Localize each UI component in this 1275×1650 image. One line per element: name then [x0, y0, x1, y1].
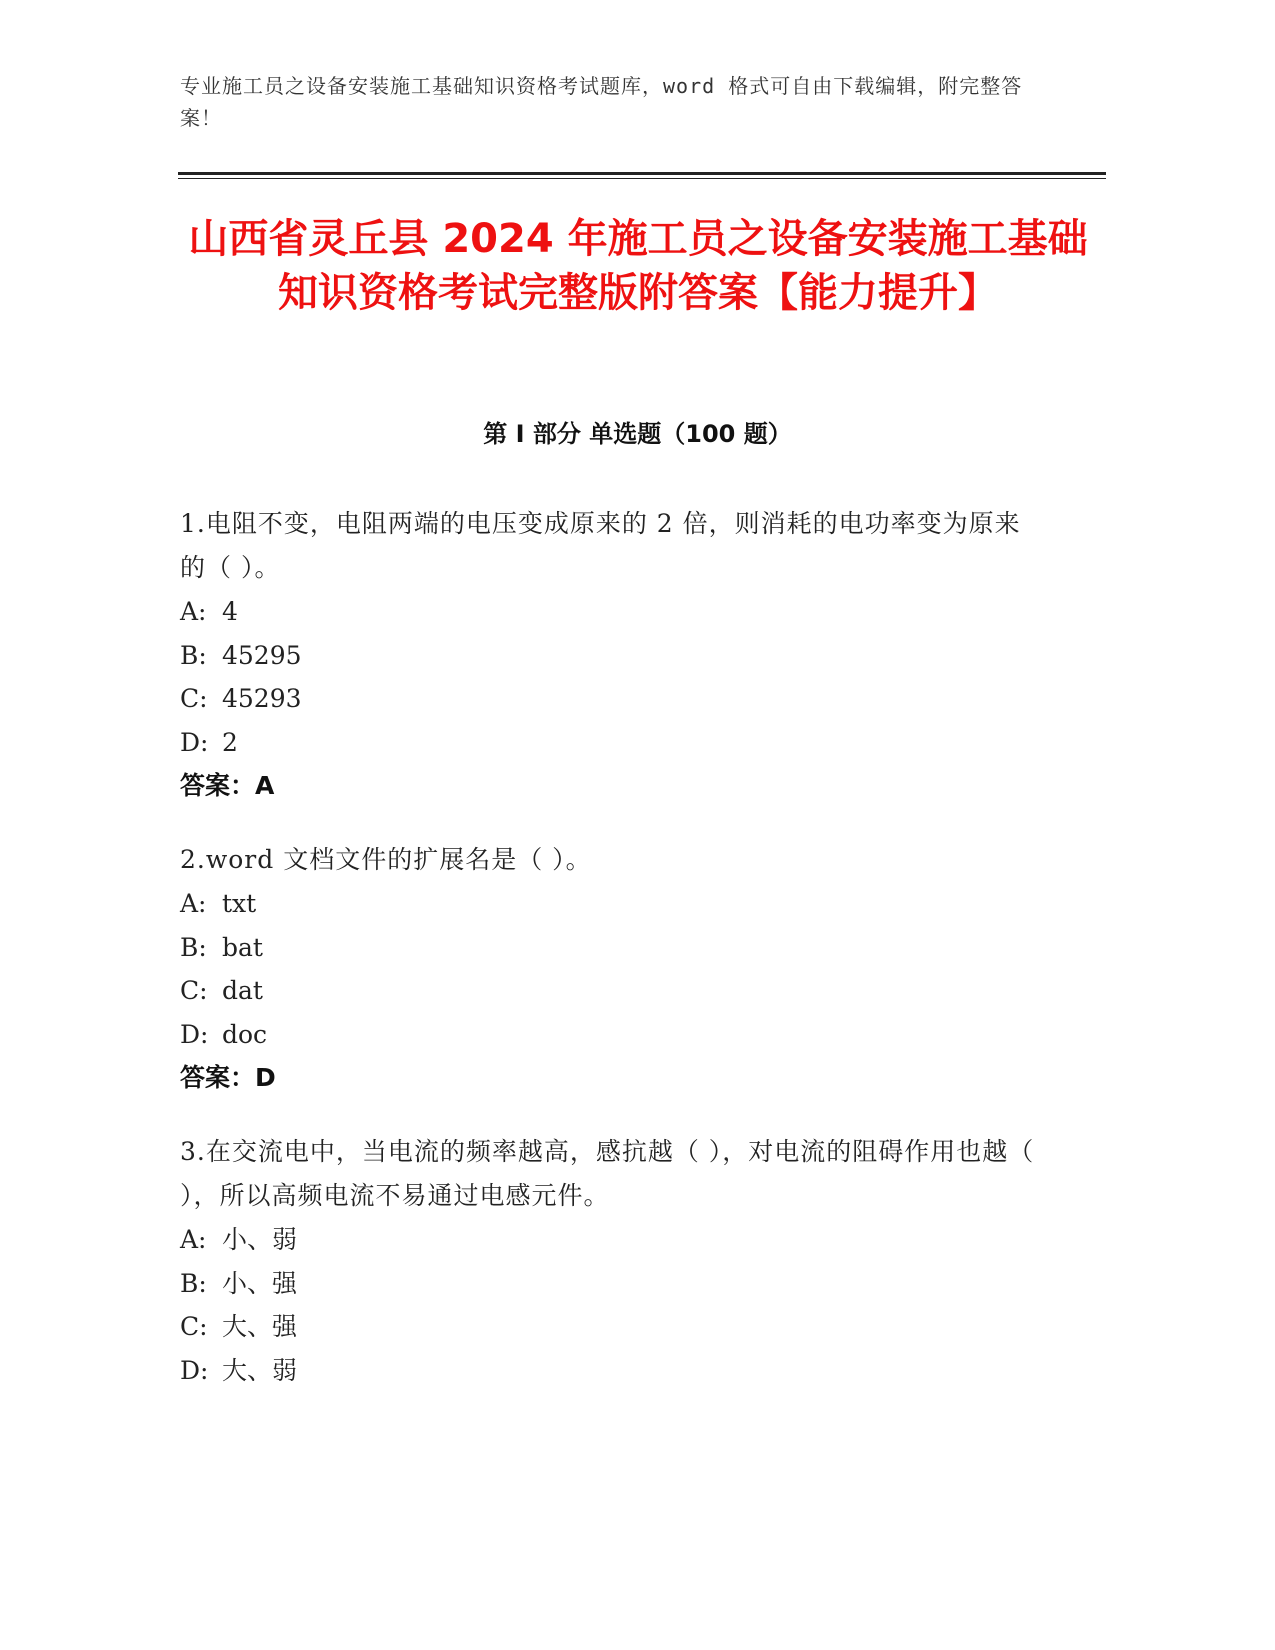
option-a: [180, 1218, 1040, 1262]
header-rule-thin: [178, 178, 1106, 179]
option-letter: D:: [180, 1019, 209, 1049]
option-letter: C:: [180, 1312, 208, 1341]
option-d: [180, 1349, 1040, 1393]
option-d: [180, 721, 1040, 765]
question-list: [180, 502, 1040, 1422]
option-letter: B:: [180, 640, 207, 670]
option-text: doc: [222, 1019, 268, 1049]
option-letter: A:: [180, 1225, 207, 1254]
option-letter: B:: [180, 1268, 207, 1298]
option-text: 4: [222, 597, 238, 626]
option-text: 大、弱: [222, 1355, 298, 1385]
question-3: [180, 1130, 1040, 1392]
option-letter: C:: [180, 976, 208, 1005]
question-stem: 2.word 文档文件的扩展名是（ ）。: [180, 845, 592, 874]
option-text: bat: [222, 932, 263, 962]
option-text: 45293: [222, 684, 302, 713]
section-heading: 第 I 部分 单选题（100 题）: [483, 420, 792, 448]
header-note: 专业施工员之设备安装施工基础知识资格考试题库，word 格式可自由下载编辑，附完整答案！: [180, 74, 1023, 130]
option-text: dat: [222, 976, 263, 1005]
option-text: txt: [222, 889, 257, 918]
option-a: [180, 882, 1040, 926]
option-c: [180, 1305, 1040, 1349]
option-text: 小、强: [222, 1268, 298, 1298]
option-c: [180, 677, 1040, 721]
option-c: [180, 969, 1040, 1013]
option-b: [180, 926, 1040, 970]
question-1: [180, 502, 1040, 808]
answer-line: 答案：D: [180, 1063, 276, 1092]
option-text: 大、强: [222, 1312, 298, 1341]
header-rule-thick: [178, 172, 1106, 175]
answer-line: 答案：A: [180, 771, 275, 800]
question-stem: 3.在交流电中，当电流的频率越高，感抗越（ ），对电流的阻碍作用也越（ ），所以高频电流不易通过电感元件。: [180, 1137, 1035, 1210]
option-letter: B:: [180, 932, 207, 962]
option-text: 45295: [222, 640, 302, 670]
option-b: [180, 1262, 1040, 1306]
option-letter: A:: [180, 597, 207, 626]
option-letter: D:: [180, 1355, 209, 1385]
option-letter: C:: [180, 684, 208, 713]
option-a: [180, 590, 1040, 634]
document-title: 山西省灵丘县 2024 年施工员之设备安装施工基础知识资格考试完整版附答案【能力提升】: [188, 216, 1088, 316]
question-stem: 1.电阻不变，电阻两端的电压变成原来的 2 倍，则消耗的电功率变为原来的（ ）。: [180, 509, 1021, 582]
option-text: 小、弱: [222, 1225, 298, 1254]
option-text: 2: [222, 727, 238, 757]
option-letter: A:: [180, 889, 207, 918]
question-2: [180, 838, 1040, 1100]
option-letter: D:: [180, 727, 209, 757]
option-b: [180, 634, 1040, 678]
option-d: [180, 1013, 1040, 1057]
